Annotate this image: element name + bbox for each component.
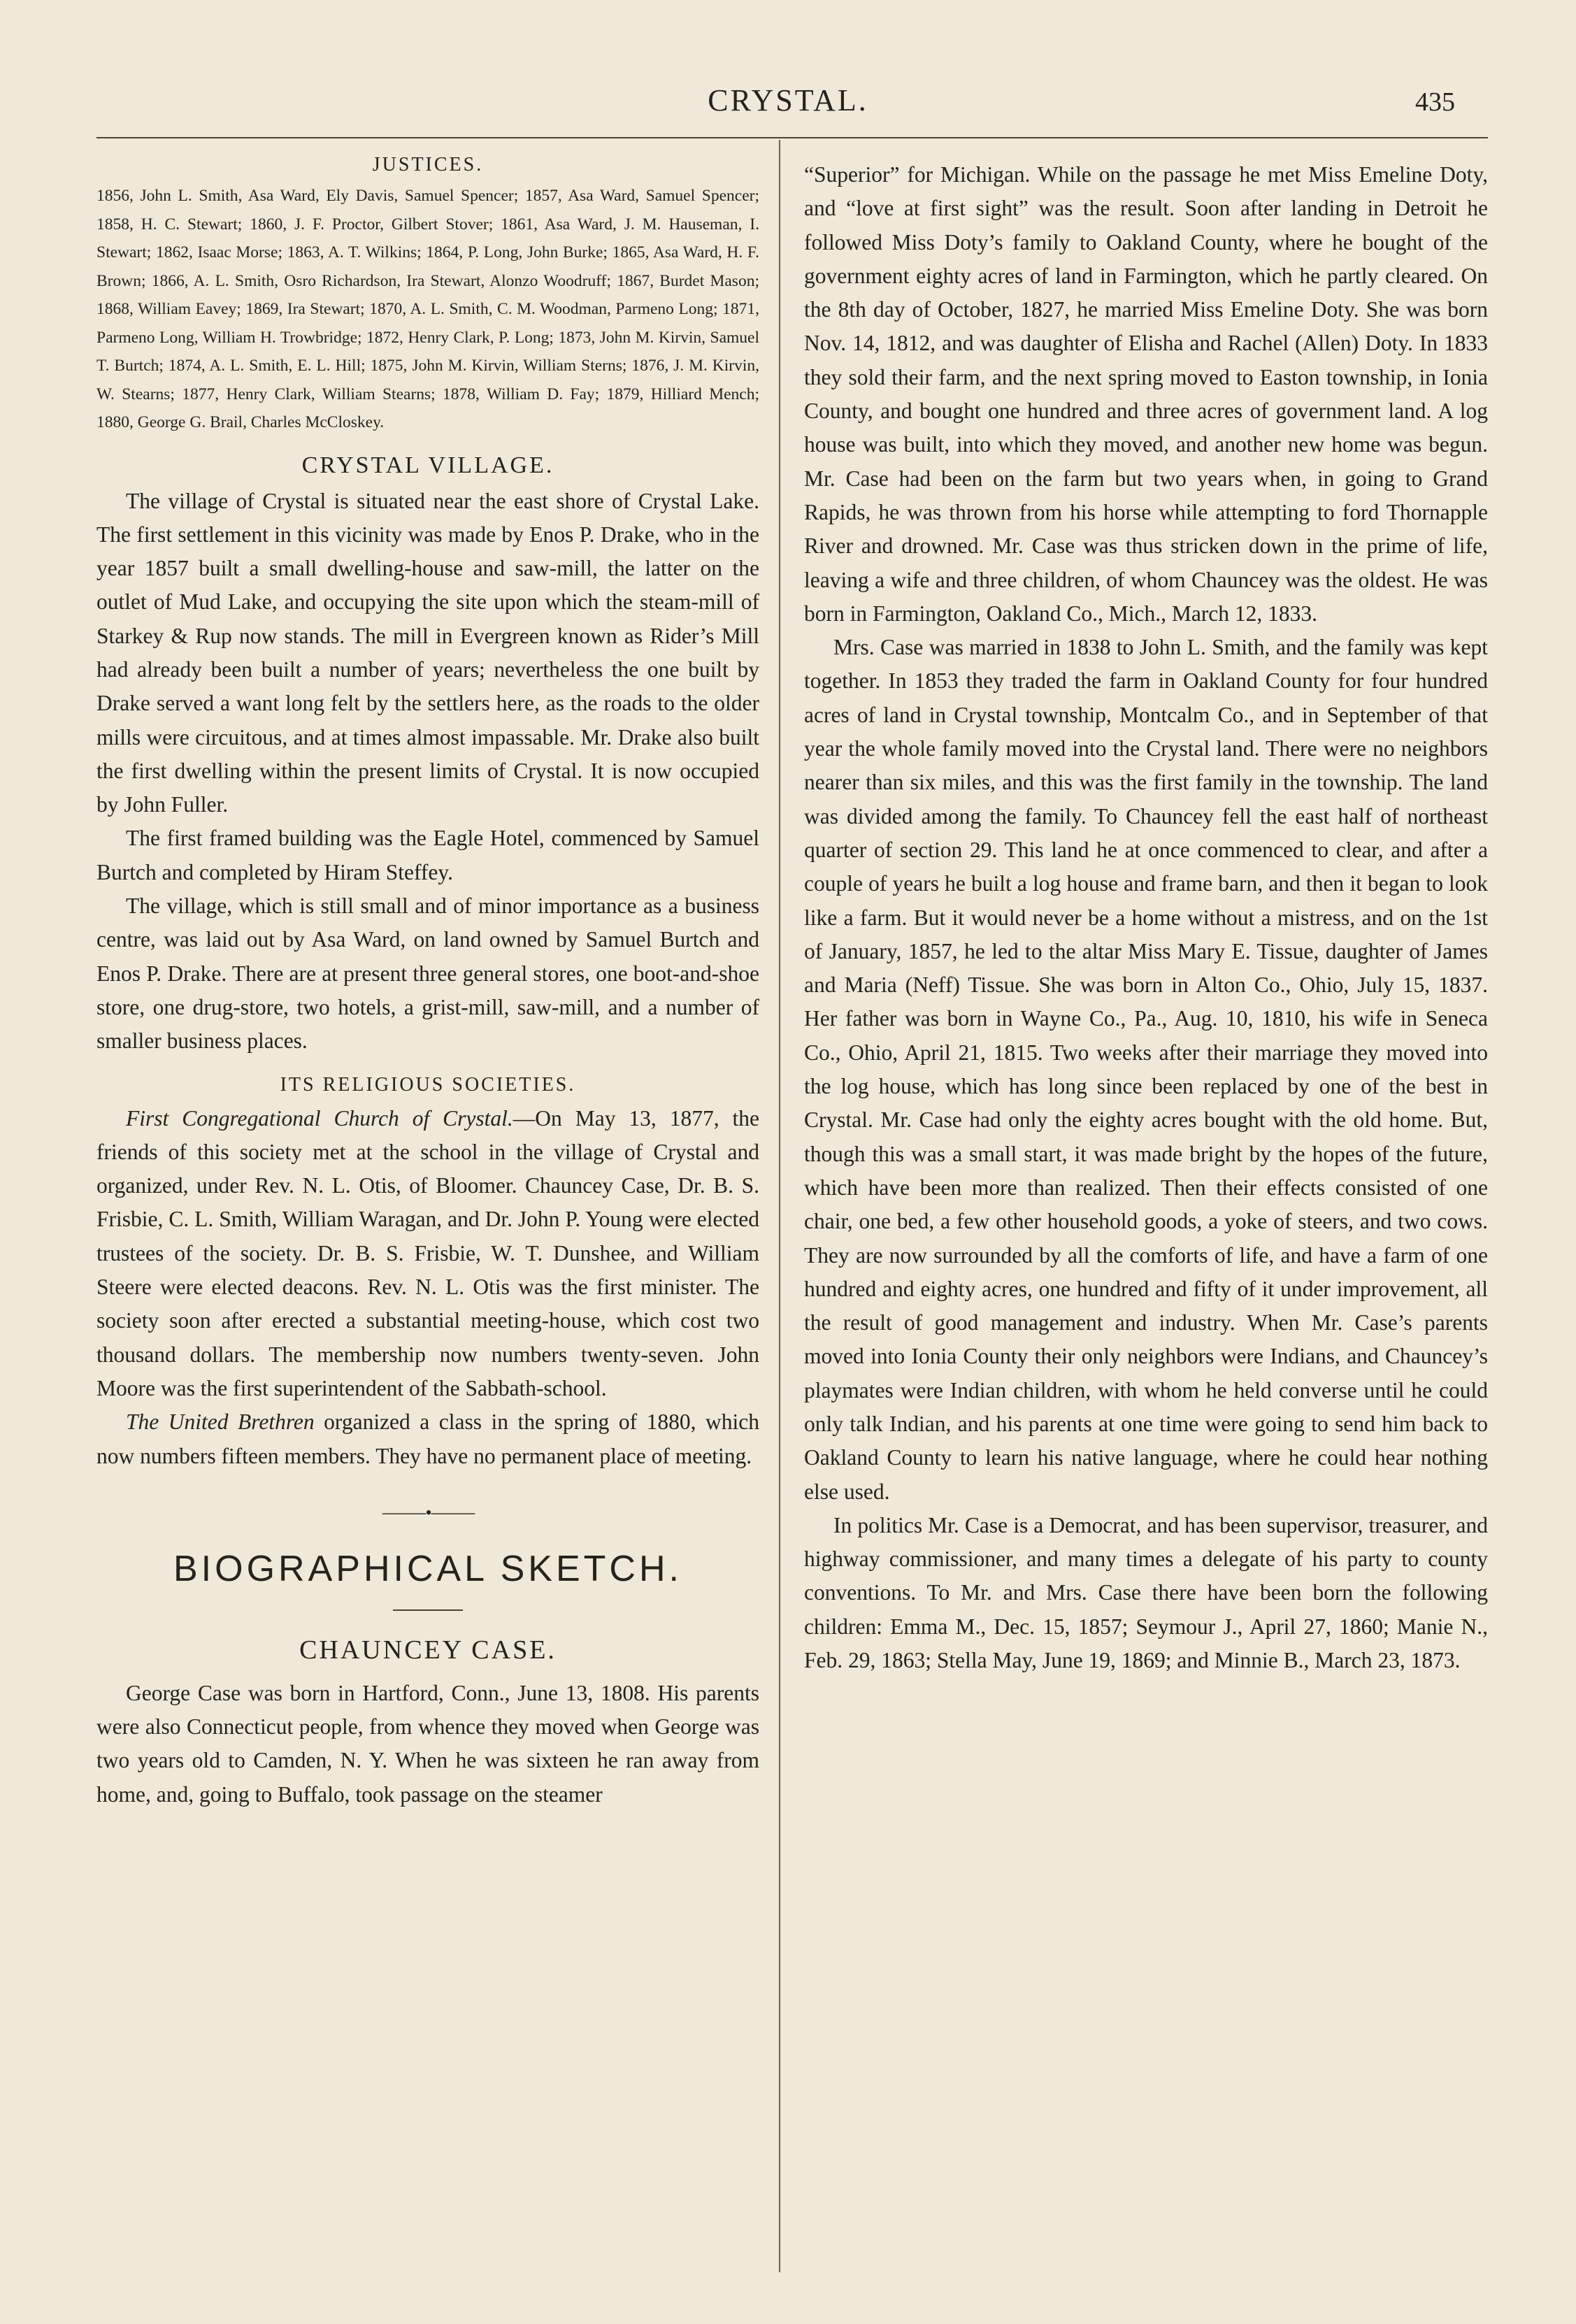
united-brethren-paragraph — [96, 1405, 759, 1473]
village-paragraph-2: The first framed building was the Eagle Hotel, commenced by Samuel Burtch and completed by Hiram Steffey. — [96, 826, 759, 884]
biography-paragraph-left: George Case was born in Hartford, Conn., June 13, 1808. His parents were also Connecticut people, from whence they moved when George was two years old to Camden, N. Y. When he was sixteen he ran away from home, and, going to Buffalo, took passage on the steamer — [96, 1680, 759, 1807]
biography-paragraph-2: Mrs. Case was married in 1838 to John L. Smith, and the family was kept together. In 1853 they traded the farm in Oakland County for four hundred acres of land in Crystal township, Montcalm Co., and in September of that year the whole family moved into the Crystal land. There were no neighbors nearer than six miles, and this was the first family in the township. The land was divided among the family. To Chauncey fell the east half of northeast quarter of section 29. This land he at once commenced to clear, and after a couple of years he built a log house and frame barn, and then it began to look like a farm. But it would never be a home without a mistress, and on the 1st of January, 1857, he led to the altar Miss Mary E. Tissue, daughter of James and Maria (Neff) Tissue. She was born in Alton Co., Ohio, July 15, 1837. Her father was born in Wayne Co., Pa., Aug. 10, 1810, his wife in Seneca Co., Ohio, April 21, 1815. Two weeks after their marriage they moved into the log house, which has long since been replaced by one of the best in Crystal. Mr. Case had only the eighty acres bought with the old home. But, though this was a small start, it was made bright by the hopes of the future, which have been more than realized. Then their effects consisted of one chair, one bed, a few other household goods, a yoke of steers, and two cows. They are now surrounded by all the comforts of life, and have a farm of one hundred and eighty acres, one hundred and fifty of it under improvement, all the result of good management and industry. When Mr. Case’s parents moved into Ionia County their only neighbors were Indians, and Chauncey’s playmates were Indian children, with whom he held converse until he could only talk Indian, and his parents at one time were going to send him back to Oakland County to learn his native language, where he could hear nothing else used. — [804, 635, 1488, 1504]
village-heading: CRYSTAL VILLAGE. — [301, 452, 554, 478]
biography-heading: BIOGRAPHICAL SKETCH. — [173, 1548, 682, 1589]
united-brethren-text: organized a class in the spring of 1880, which now numbers fifteen members. They have no permanent place of meeting. — [96, 1410, 759, 1468]
biography-paragraph-3: In politics Mr. Case is a Democrat, and has been supervisor, treasurer, and highway commissioner, and many times a delegate of his party to county conventions. To Mr. and Mrs. Case there have been born the following children: Emma M., Dec. 15, 1857; Seymour J., April 27, 1860; Manie N., Feb. 29, 1863; Stella May, June 19, 1869; and Minnie B., March 23, 1873. — [804, 1512, 1488, 1673]
header-rule — [96, 137, 1488, 138]
biography-subject-name: CHAUNCEY CASE. — [299, 1635, 557, 1665]
page-number: 435 — [1415, 87, 1455, 117]
congregational-church-name: First Congregational Church of Crystal. — [126, 1105, 513, 1131]
village-paragraph-1: The village of Crystal is situated near the east shore of Crystal Lake. The first settlement in this vicinity was made by Enos P. Drake, who in the year 1857 built a small dwelling-house and saw-mill, the latter on the outlet of Mud Lake, and occupying the site upon which the steam-mill of Starkey & Rup now stands. The mill in Evergreen known as Rider’s Mill had already been built a number of years; nevertheless the one built by Drake served a want long felt by the settlers here, as the roads to the older mills were circuitous, and at times almost impassable. Mr. Drake also built the first dwelling within the present limits of Crystal. It is now occupied by John Fuller. — [96, 488, 759, 817]
section-divider-ornament: ⸻•⸻ — [381, 1502, 475, 1523]
column-divider — [779, 140, 780, 2272]
justices-list: 1856, John L. Smith, Asa Ward, Ely Davis, Samuel Spencer; 1857, Asa Ward, Samuel Spencer; 1858, H. C. Stewart; 1860, J. F. Proctor, Gilbert Stover; 1861, Asa Ward, J. M. Hauseman, I. Stewart; 1862, Isaac Morse; 1863, A. T. Wilkins; 1864, P. Long, John Burke; 1865, Asa Ward, H. F. Brown; 1866, A. L. Smith, Osro Richardson, Ira Stewart, Alonzo Woodruff; 1867, Burdet Mason; 1868, William Eavey; 1869, Ira Stewart; 1870, A. L. Smith, C. M. Woodman, Parmeno Long; 1871, Parmeno Long, William H. Trowbridge; 1872, Henry Clark, P. Long; 1873, John M. Kirvin, Samuel T. Burtch; 1874, A. L. Smith, E. L. Hill; 1875, John M. Kirvin, William Sterns; 1876, J. M. Kirvin, W. Stearns; 1877, Henry Clark, William Stearns; 1878, William D. Fay; 1879, Hilliard Mench; 1880, George G. Brail, Charles McCloskey. — [96, 187, 759, 431]
village-paragraph-3: The village, which is still small and of minor importance as a business centre, was laid out by Asa Ward, on land owned by Samuel Burtch and Enos P. Drake. There are at present three general stores, one boot-and-shoe store, one drug-store, two hotels, a grist-mill, saw-mill, and a number of smaller business places. — [96, 894, 759, 1054]
congregational-church-text: —On May 13, 1877, the friends of this society met at the school in the village of Crystal and organized, under Rev. N. L. Otis, of Bloomer. Chauncey Case, Dr. B. S. Frisbie, C. L. Smith, William Waragan, and Dr. John P. Young were elected trustees of the society. Dr. B. S. Frisbie, W. T. Dunshee, and William Steere were elected deacons. Rev. N. L. Otis was the first minister. The society soon after erected a substantial meeting-house, which cost two thousand dollars. The membership now numbers twenty-seven. John Moore was the first superintendent of the Sabbath-school. — [96, 1105, 759, 1400]
left-column — [96, 154, 759, 1812]
running-head: CRYSTAL. — [708, 83, 868, 117]
biography-paragraph-continued: “Superior” for Michigan. While on the passage he met Miss Emeline Doty, and “love at first sight” was the result. Soon after landing in Detroit he followed Miss Doty’s family to Oakland County, where he bought of the government eighty acres of land in Farmington, which he partly cleared. On the 8th day of October, 1827, he married Miss Emeline Doty. She was born Nov. 14, 1812, and was daughter of Elisha and Rachel (Allen) Doty. In 1833 they sold their farm, and the next spring moved to Easton township, in Ionia County, and bought one hundred and three acres of government land. A log house was built, into which they moved, and another new home was begun. Mr. Case had been on the farm but two years when, in going to Grand Rapids, he was thrown from his horse while attempting to ford Thornapple River and drowned. Mr. Case was thus stricken down in the prime of life, leaving a wife and three children, of whom Chauncey was the oldest. He was born in Farmington, Oakland Co., Mich., March 12, 1833. — [804, 162, 1488, 626]
justices-heading: JUSTICES. — [372, 154, 484, 175]
congregational-church-paragraph — [96, 1102, 759, 1406]
biography-rule — [393, 1609, 463, 1611]
united-brethren-name: The United Brethren — [126, 1410, 315, 1435]
right-column — [804, 158, 1488, 1677]
religious-heading: ITS RELIGIOUS SOCIETIES. — [280, 1073, 576, 1096]
